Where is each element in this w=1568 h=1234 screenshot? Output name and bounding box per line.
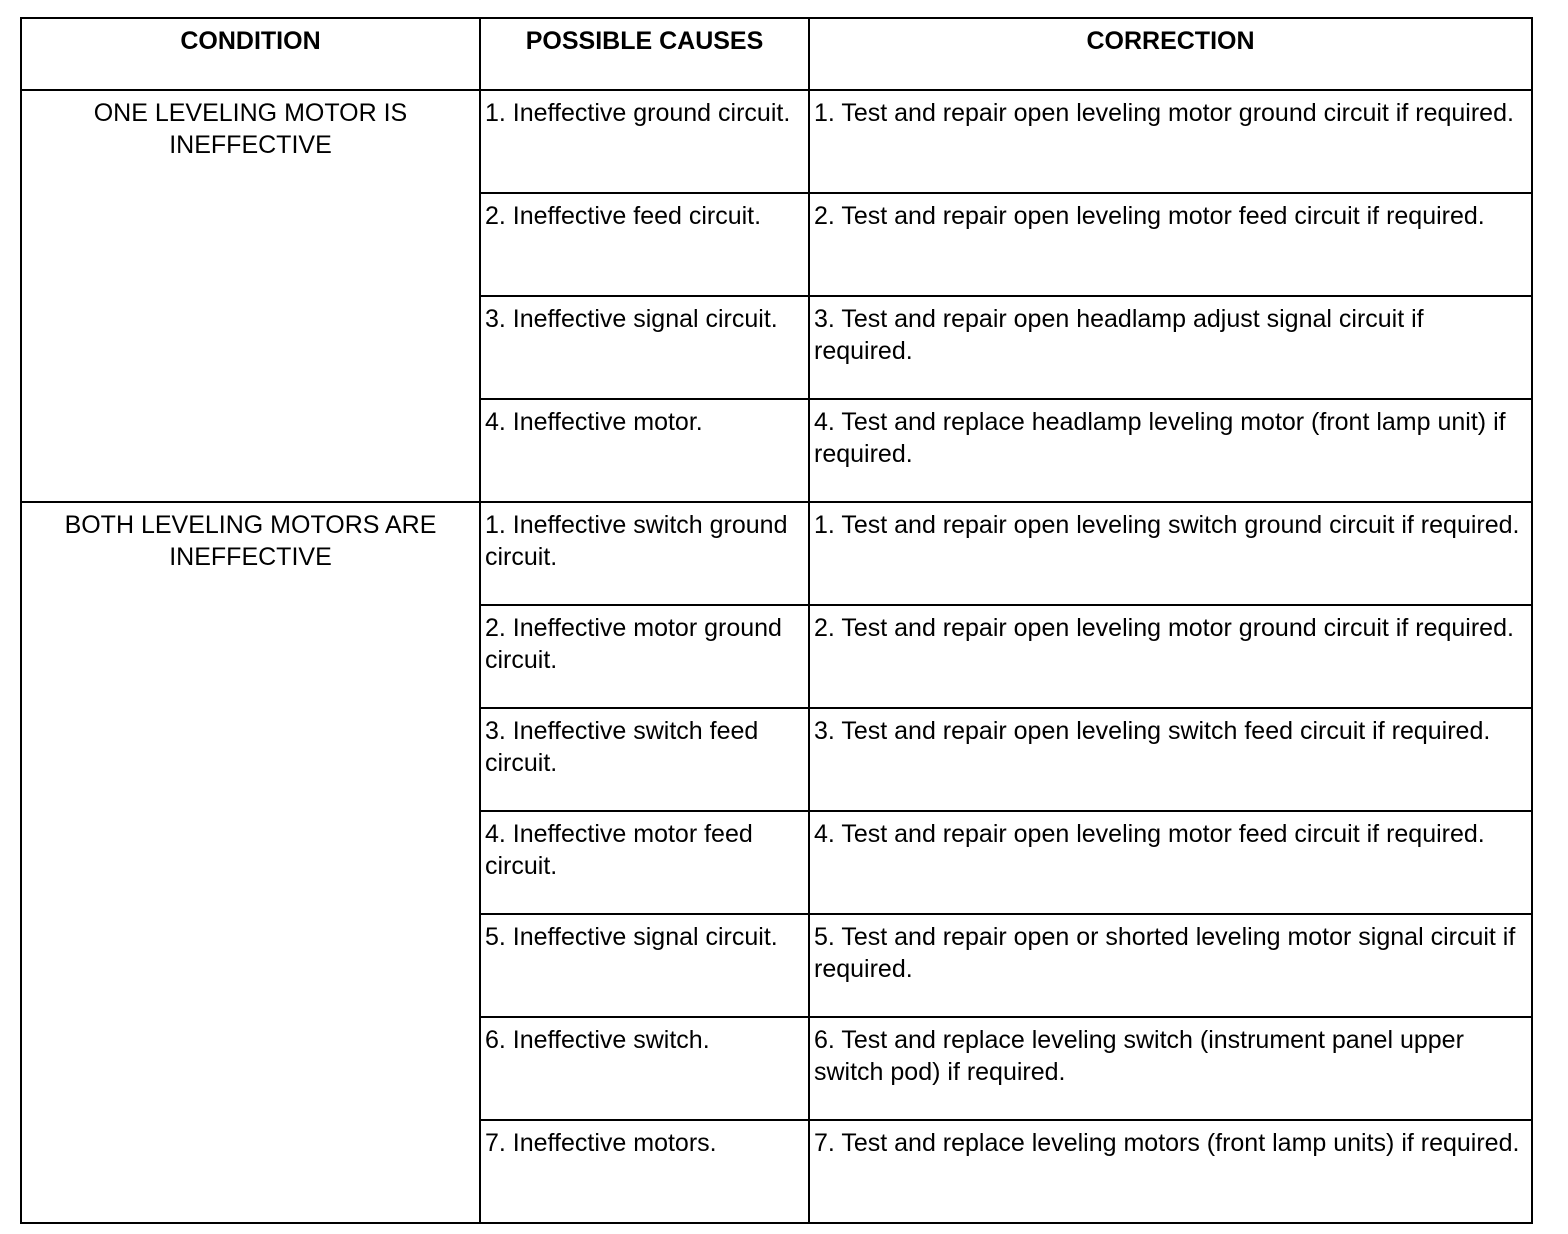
correction-cell: 5. Test and repair open or shorted leveling motor signal circuit if required.: [809, 914, 1532, 1017]
correction-cell: 1. Test and repair open leveling switch ground circuit if required.: [809, 502, 1532, 605]
header-correction: CORRECTION: [809, 18, 1532, 90]
correction-cell: 4. Test and replace headlamp leveling motor (front lamp unit) if required.: [809, 399, 1532, 502]
correction-cell: 6. Test and replace leveling switch (instrument panel upper switch pod) if required.: [809, 1017, 1532, 1120]
diagnosis-table: [20, 17, 1533, 1224]
cause-cell: 7. Ineffective motors.: [480, 1120, 809, 1223]
correction-cell: 7. Test and replace leveling motors (front lamp units) if required.: [809, 1120, 1532, 1223]
correction-cell: 3. Test and repair open leveling switch feed circuit if required.: [809, 708, 1532, 811]
cause-cell: 3. Ineffective signal circuit.: [480, 296, 809, 399]
correction-cell: 2. Test and repair open leveling motor ground circuit if required.: [809, 605, 1532, 708]
correction-cell: 3. Test and repair open headlamp adjust signal circuit if required.: [809, 296, 1532, 399]
cause-cell: 3. Ineffective switch feed circuit.: [480, 708, 809, 811]
cause-cell: 6. Ineffective switch.: [480, 1017, 809, 1120]
cause-cell: 4. Ineffective motor.: [480, 399, 809, 502]
condition-cell: BOTH LEVELING MOTORS ARE INEFFECTIVE: [21, 502, 480, 1223]
header-possible-causes: POSSIBLE CAUSES: [480, 18, 809, 90]
cause-cell: 1. Ineffective switch ground circuit.: [480, 502, 809, 605]
cause-cell: 2. Ineffective feed circuit.: [480, 193, 809, 296]
correction-cell: 4. Test and repair open leveling motor feed circuit if required.: [809, 811, 1532, 914]
table-row: [21, 90, 1532, 193]
condition-cell: ONE LEVELING MOTOR IS INEFFECTIVE: [21, 90, 480, 502]
table-row: [21, 502, 1532, 605]
cause-cell: 1. Ineffective ground circuit.: [480, 90, 809, 193]
cause-cell: 2. Ineffective motor ground circuit.: [480, 605, 809, 708]
header-condition: CONDITION: [21, 18, 480, 90]
header-row: [21, 18, 1532, 90]
cause-cell: 4. Ineffective motor feed circuit.: [480, 811, 809, 914]
correction-cell: 2. Test and repair open leveling motor feed circuit if required.: [809, 193, 1532, 296]
correction-cell: 1. Test and repair open leveling motor ground circuit if required.: [809, 90, 1532, 193]
cause-cell: 5. Ineffective signal circuit.: [480, 914, 809, 1017]
